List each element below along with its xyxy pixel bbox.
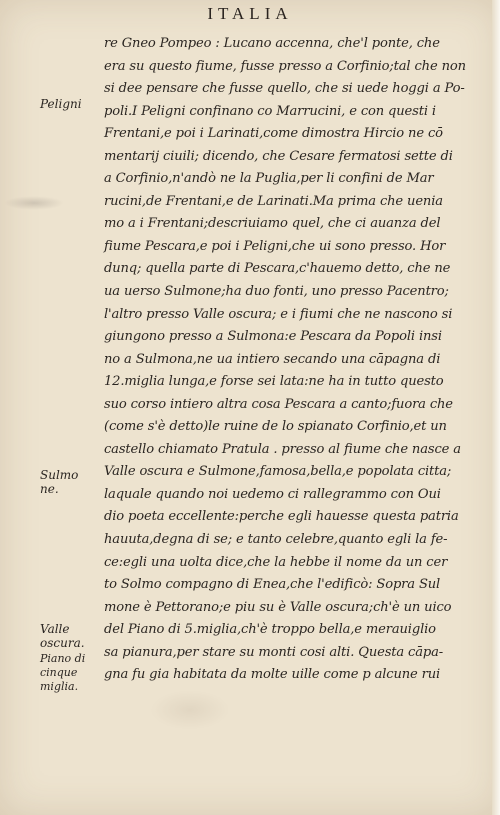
text-line: ua uerso Sulmone;ha duo fonti, uno presso Pacentro; [104, 284, 449, 300]
text-line: gna fu gia habitata da molte uille come p alcune rui [104, 667, 441, 683]
margin-note-line: Peligni [40, 97, 82, 111]
margin-note-line: ne. [40, 482, 59, 496]
margin-note-valle-oscura [40, 622, 98, 650]
text-line: dio poeta eccellente:perche egli hauesse questa patria [104, 509, 459, 525]
running-head: ITALIA [207, 4, 293, 23]
paper-show-through [150, 690, 230, 730]
text-line: mone è Pettorano;e piu su è Valle oscura;ch'è un uico [104, 599, 452, 615]
text-line: mo a i Frentani;descriuiamo quel, che ci auanza del [104, 216, 441, 232]
margin-note-sulmone [40, 468, 98, 496]
margin-note-line: Piano di [40, 652, 86, 665]
text-line: suo corso intiero altra cosa Pescara a canto;fuora che [104, 396, 453, 412]
page-edge [492, 0, 500, 815]
text-line: Valle oscura e Sulmone,famosa,bella,e popolata citta; [104, 464, 452, 480]
margin-note-peligni [40, 97, 98, 111]
text-line: castello chiamato Pratula . presso al fiume che nasce a [104, 441, 461, 457]
text-line: l'altro presso Valle oscura; e i fiumi che ne nascono si [104, 306, 453, 322]
ink-stain [4, 196, 64, 210]
text-line: laquale quando noi uedemo ci rallegrammo con Oui [104, 486, 441, 502]
text-line: no a Sulmona,ne ua intiero secando una cāpagna di [104, 351, 441, 367]
text-line: to Solmo compagno di Enea,che l'edificò: Sopra Sul [104, 577, 441, 593]
text-line: rucini,de Frentani,e de Larinati.Ma prima che uenia [104, 193, 443, 209]
text-line: (come s'è detto)le ruine de lo spianato Corfinio,et un [104, 419, 447, 435]
text-line: si dee pensare che fusse quello, che si uede hoggi a Po- [104, 81, 465, 97]
text-line: del Piano di 5.miglia,ch'è troppo bella,e merauiglio [104, 622, 436, 638]
margin-note-piano [40, 652, 98, 694]
margin-note-line: Valle [40, 622, 70, 636]
text-line: dunq; quella parte di Pescara,c'hauemo detto, che ne [104, 261, 451, 277]
text-line: Frentani,e poi i Larinati,come dimostra Hircio ne cō [104, 126, 443, 142]
text-line: re Gneo Pompeo : Lucano accenna, che'l ponte, che [104, 36, 440, 51]
text-line: sa pianura,per stare su monti cosi alti. Questa cāpa- [104, 644, 444, 660]
text-line: poli.I Peligni confinano co Marrucini, e con questi i [104, 103, 436, 119]
text-line: fiume Pescara,e poi i Peligni,che ui sono presso. Hor [104, 238, 446, 254]
text-line: ce:egli una uolta dice,che la hebbe il nome da un cer [104, 554, 448, 570]
body-text [104, 33, 464, 687]
text-line: giungono presso a Sulmona:e Pescara da Popoli insi [104, 329, 442, 345]
text-line: mentarij ciuili; dicendo, che Cesare fermatosi sette di [104, 148, 453, 164]
text-line: 12.miglia lunga,e forse sei lata:ne ha in tutto questo [104, 374, 444, 390]
text-line: era su questo fiume, fusse presso a Corfinio;tal che non [104, 58, 466, 74]
margin-note-line: cinque [40, 666, 78, 679]
text-line: hauuta,degna di se; e tanto celebre,quanto egli la fe- [104, 532, 448, 548]
margin-note-line: miglia. [40, 680, 79, 693]
margin-note-line: Sulmo [40, 468, 79, 482]
text-line: a Corfinio,n'andò ne la Puglia,per li confini de Mar [104, 171, 434, 187]
margin-note-line: oscura. [40, 636, 85, 650]
